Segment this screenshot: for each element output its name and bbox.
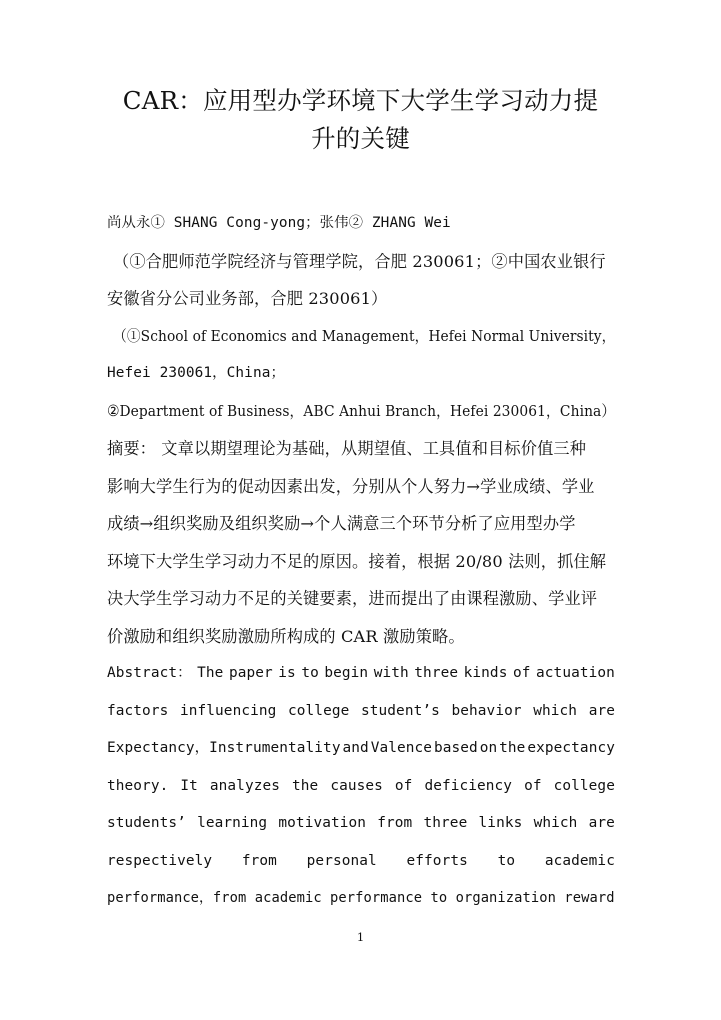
abstract-word: students’ [107,815,186,831]
abstract-en-line-2 [107,693,615,731]
abstract-word: It [180,777,198,794]
abstract-word: of [512,665,531,681]
line-fit-wrapper: ②Department of Business，ABC Anhui Branch，Hefei 230061，China） [107,401,616,420]
abstract-en-line-5 [107,805,615,843]
abstract-word: the [499,740,526,756]
page-title-line-2: 升的关键 [311,124,410,153]
abstract-word: efforts [406,852,468,869]
abstract-word: academic [544,852,615,869]
abstract-word: Valence [370,740,433,756]
abstract-en-line-6 [107,843,615,881]
abstract-word: student’s [361,702,440,719]
abstract-word: of [394,777,413,794]
abstract-word: the [292,777,319,794]
abstract-word: is [278,665,296,681]
abstract-en-line-7 [107,880,615,918]
abstract-word: kinds [463,665,508,681]
abstract-word: causes [330,777,383,794]
abstract-word: learning [197,815,268,831]
abstract-word: of [524,777,542,794]
abstract-word: links [478,815,523,831]
authors-line: 尚从永① SHANG Cong-yong；张伟② ZHANG Wei [107,215,451,231]
abstract-word: college [553,777,615,794]
abstract-word: are [588,702,615,719]
abstract-word: begin [324,665,369,681]
abstract-cn-line-1: 摘要： 文章以期望理论为基础，从期望值、工具值和目标价值三种 [107,439,587,458]
page-number: 1 [356,930,365,944]
abstract-word: analyzes [209,777,281,794]
abstract-word: influencing [179,702,277,719]
affiliation-en-line-3 [107,393,615,431]
abstract-word: from [241,852,277,869]
line-fit-wrapper: （①School of Economics and Management，Hefei Normal University， [113,326,616,345]
abstract-word: behavior [451,702,522,719]
abstract-word: expectancy [527,740,615,756]
abstract-word: motivation [278,815,367,831]
abstract-en-line-4 [107,768,615,806]
abstract-word: and [342,740,369,756]
affiliation-cn-line-1: （①合肥师范学院经济与管理学院，合肥 230061；②中国农业银行 [113,251,606,271]
abstract-word: which [533,815,578,831]
abstract-word: Abstract： [107,665,192,681]
abstract-word: from [377,815,413,831]
abstract-word: on [479,740,498,756]
abstract-word: theory. [107,777,169,794]
abstract-word: with [373,665,409,681]
abstract-word: respectively [107,852,213,869]
page-title-line-1: CAR：应用型办学环境下大学生学习动力提 [122,86,599,115]
affiliation-en-line-2: Hefei 230061，China； [107,365,285,381]
line-fit-wrapper: performance，from academic performance to organization reward [107,890,615,906]
abstract-word: three [423,815,468,831]
abstract-cn-line-4: 环境下大学生学习动力不足的原因。接着，根据 20/80 法则，抓住解 [107,551,607,571]
abstract-word: based [433,740,478,756]
abstract-word: are [588,815,615,831]
abstract-word: to [301,665,319,681]
abstract-en-line-3 [107,730,615,768]
abstract-word: which [533,702,578,719]
abstract-word: three [414,665,459,681]
page-title [107,82,614,158]
affiliation-cn-line-2: 安徽省分公司业务部，合肥 230061） [107,289,388,308]
affiliation-en-line-1 [107,318,615,356]
abstract-word: factors [107,702,169,719]
abstract-cn-line-5: 决大学生学习动力不足的关键要素，进而提出了由课程激励、学业评 [107,589,598,608]
abstract-cn-line-2: 影响大学生行为的促动因素出发，分别从个人努力→学业成绩、学业 [107,476,595,496]
abstract-word: deficiency [424,777,513,794]
abstract-word: personal [306,852,377,869]
abstract-word: college [288,702,350,719]
abstract-cn-line-6: 价激励和组织奖励激励所构成的 CAR 激励策略。 [107,626,465,646]
abstract-word: The [197,665,224,681]
abstract-word: to [497,852,516,869]
document-body [107,205,615,918]
abstract-word: paper [228,665,273,681]
abstract-word: Expectancy，Instrumentality [107,740,341,756]
abstract-word: actuation [536,665,615,681]
abstract-en-line-1 [107,655,615,693]
abstract-cn-line-3: 成绩→组织奖励及组织奖励→个人满意三个环节分析了应用型办学 [107,514,576,533]
